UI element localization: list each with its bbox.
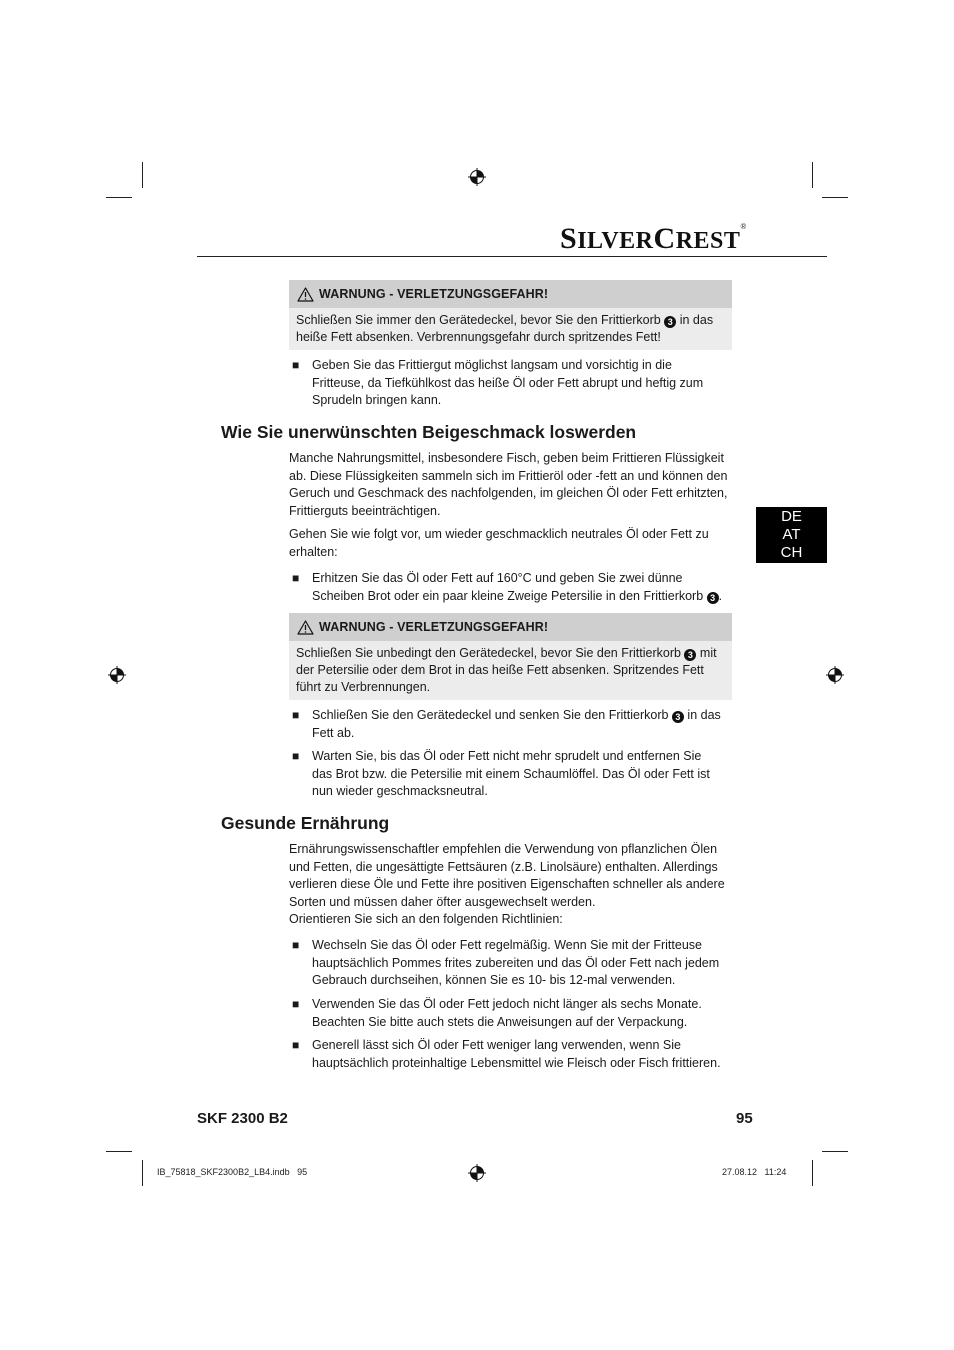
part-number-badge: 3 (707, 592, 719, 604)
list-item: ■ Wechseln Sie das Öl oder Fett regelmäßig. Wenn Sie mit der Fritteuse hauptsächlich Pommes frites zubereiten und das Öl oder Fett nach jedem Gebrauch durchseihen, können Sie es 10- bis 12-mal verwenden. (292, 937, 724, 990)
part-number-badge: 3 (672, 711, 684, 723)
country-code: DE (781, 508, 802, 525)
paragraph: Gehen Sie wie folgt vor, um wieder geschmacklich neutrales Öl oder Fett zu erhalten: (289, 527, 709, 559)
country-code: CH (780, 544, 803, 561)
crop-mark (822, 197, 848, 198)
paragraph: Manche Nahrungsmittel, insbesondere Fisch, geben beim Frittieren Flüssigkeit ab. Diese Flüssigkeiten sammeln sich im Frittieröl oder -fett an und können den Geruch und Geschmack des nachfolgenden, im gleichen Öl oder Fett erhitzten, Frittierguts beeinträchtigen. (289, 451, 728, 518)
warning-header (289, 613, 732, 641)
crop-mark (812, 1160, 813, 1186)
crop-mark (106, 1151, 132, 1152)
crop-mark (822, 1151, 848, 1152)
bullet-icon: ■ (292, 358, 300, 372)
warning-title: WARNUNG - VERLETZUNGSGEFAHR! (319, 287, 549, 301)
imprint-date: 27.08.12 11:24 (722, 1167, 787, 1177)
part-number-badge: 3 (664, 316, 676, 328)
list-item: ■ Verwenden Sie das Öl oder Fett jedoch nicht länger als sechs Monate. Beachten Sie bitte auch stets die Anweisungen auf der Verpackung. (292, 996, 724, 1031)
paragraph: Orientieren Sie sich an den folgenden Richtlinien: (289, 912, 563, 926)
crop-mark (106, 197, 132, 198)
bullet-icon: ■ (292, 1038, 300, 1052)
registration-mark-icon (108, 666, 126, 684)
part-number-badge: 3 (684, 649, 696, 661)
list-item: ■ Erhitzen Sie das Öl oder Fett auf 160°C und geben Sie zwei dünne Scheiben Brot oder ein paar kleine Zweige Petersilie in den Frittierkorb 3 . (292, 570, 724, 605)
bullet-icon: ■ (292, 997, 300, 1011)
header-rule (197, 256, 827, 257)
bullet-icon: ■ (292, 571, 300, 585)
model-number: SKF 2300 B2 (197, 1110, 288, 1127)
warning-triangle-icon (297, 620, 314, 635)
registration-mark-icon (468, 1164, 486, 1182)
registration-mark-icon (826, 666, 844, 684)
bullet-icon: ■ (292, 938, 300, 952)
page-number: 95 (736, 1110, 753, 1127)
warning-triangle-icon (297, 287, 314, 302)
warning-box (289, 613, 732, 700)
crop-mark (142, 162, 143, 188)
bullet-icon: ■ (292, 749, 300, 763)
paragraph: Ernährungswissenschaftler empfehlen die Verwendung von pflanzlichen Ölen und Fetten, die ungesättigte Fettsäuren (z.B. Linolsäure) enthalten. Allerdings verlieren diese Öle und Fette ihre positiven Eigenschaften schneller als andere Sorten und müssen daher öfter ausgewechselt werden. (289, 842, 725, 909)
imprint-file: IB_75818_SKF2300B2_LB4.indb 95 (157, 1167, 308, 1177)
section-heading: Gesunde Ernährung (221, 813, 390, 833)
list-item: ■ Warten Sie, bis das Öl oder Fett nicht mehr sprudelt und entfernen Sie das Brot bzw. die Petersilie mit einem Schaumlöffel. Das Öl oder Fett ist nun wieder geschmacksneutral. (292, 748, 724, 801)
list-item: ■ Schließen Sie den Gerätedeckel und senken Sie den Frittierkorb 3 in das Fett ab. (292, 707, 724, 742)
warning-text: Schließen Sie unbedingt den Gerätedeckel, bevor Sie den Frittierkorb 3 mit der Petersilie oder dem Brot in das heiße Fett absenken. Spritzendes Fett führt zu Verbrennungen. (296, 646, 717, 694)
list-item: ■ Geben Sie das Frittiergut möglichst langsam und vorsichtig in die Fritteuse, da Tiefkühlkost das heiße Öl oder Fett abrupt und heftig zum Sprudeln bringen kann. (292, 357, 724, 410)
brand-logo: SILVERCREST® (560, 222, 747, 255)
bullet-icon: ■ (292, 708, 300, 722)
warning-box (289, 280, 732, 350)
crop-mark (142, 1160, 143, 1186)
country-tab (756, 507, 827, 563)
registration-mark-icon (468, 168, 486, 186)
section-heading: Wie Sie unerwünschten Beigeschmack loswerden (221, 422, 637, 442)
warning-text: Schließen Sie immer den Gerätedeckel, bevor Sie den Frittierkorb 3 in das heiße Fett absenken. Verbrennungsgefahr durch spritzendes Fett! (296, 313, 714, 344)
country-code: AT (782, 526, 801, 543)
crop-mark (812, 162, 813, 188)
list-item: ■ Generell lässt sich Öl oder Fett weniger lang verwenden, wenn Sie hauptsächlich proteinhaltige Lebensmittel wie Fleisch oder Fisch frittieren. (292, 1037, 724, 1072)
warning-title: WARNUNG - VERLETZUNGSGEFAHR! (319, 620, 549, 634)
warning-header (289, 280, 732, 308)
